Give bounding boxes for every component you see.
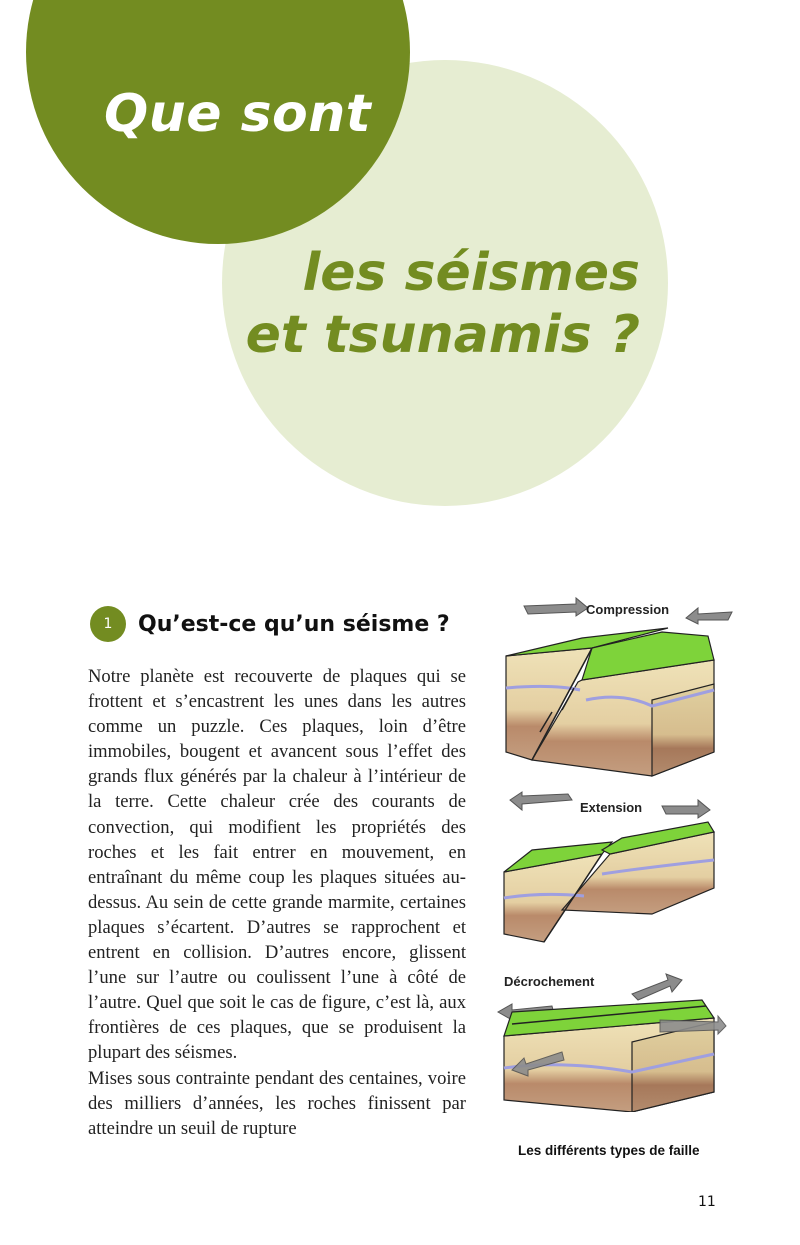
title-line-2: les séismes [302, 243, 640, 303]
section-title: Qu’est-ce qu’un séisme ? [138, 611, 450, 637]
title-line-3: et tsunamis ? [245, 305, 640, 365]
label-compression: Compression [586, 602, 670, 617]
section-heading [90, 606, 450, 642]
page-number: 11 [698, 1194, 716, 1210]
figure-caption: Les différents types de faille [518, 1143, 700, 1158]
paragraph-2: Mises sous contrainte pendant des centaines, voire des milliers d’années, les roches finissent par atteindre un seuil de rupture [88, 1067, 466, 1139]
label-decrochement: Décrochement [504, 974, 595, 989]
arrow-left-icon [510, 792, 572, 810]
arrow-right-icon [524, 598, 588, 616]
fault-types-figure [492, 592, 742, 1112]
title-lines-2-3 [246, 242, 640, 366]
arrow-right-icon [632, 974, 682, 1000]
label-extension: Extension [580, 800, 643, 815]
arrow-right-icon [662, 800, 710, 818]
strike-slip-diagram [498, 974, 726, 1112]
section-number-badge: 1 [90, 606, 126, 642]
compression-diagram [506, 598, 732, 776]
arrow-left-icon [686, 608, 732, 624]
fault-diagrams-illustration [492, 592, 742, 1112]
body-text [88, 664, 466, 1141]
title-line-1: Que sont [104, 84, 372, 144]
paragraph-1: Notre planète est recouverte de plaques qui se frottent et s’encastrent les unes dans les autres comme un puzzle. Ces plaques, loin d’être immobiles, bougent et avancent sous l’effet des grands flux générés par la chaleur à l’intérieur de la terre. Cette chaleur crée des courants de convection, qui modifient les propriétés des roches et les fait entrer en mouvement, en entraînant du même coup les plaques situées au-dessus. Au sein de cette grande marmite, certaines plaques s’écartent. D’autres se rapprochent et entrent en collision. D’autres encore, glissent l’une sur l’autre ou coulissent l’une à côté de l’autre. Quel que soit le cas de figure, c’est là, aux frontières de ces plaques, que se produisent la plupart des séismes. [88, 666, 466, 1064]
